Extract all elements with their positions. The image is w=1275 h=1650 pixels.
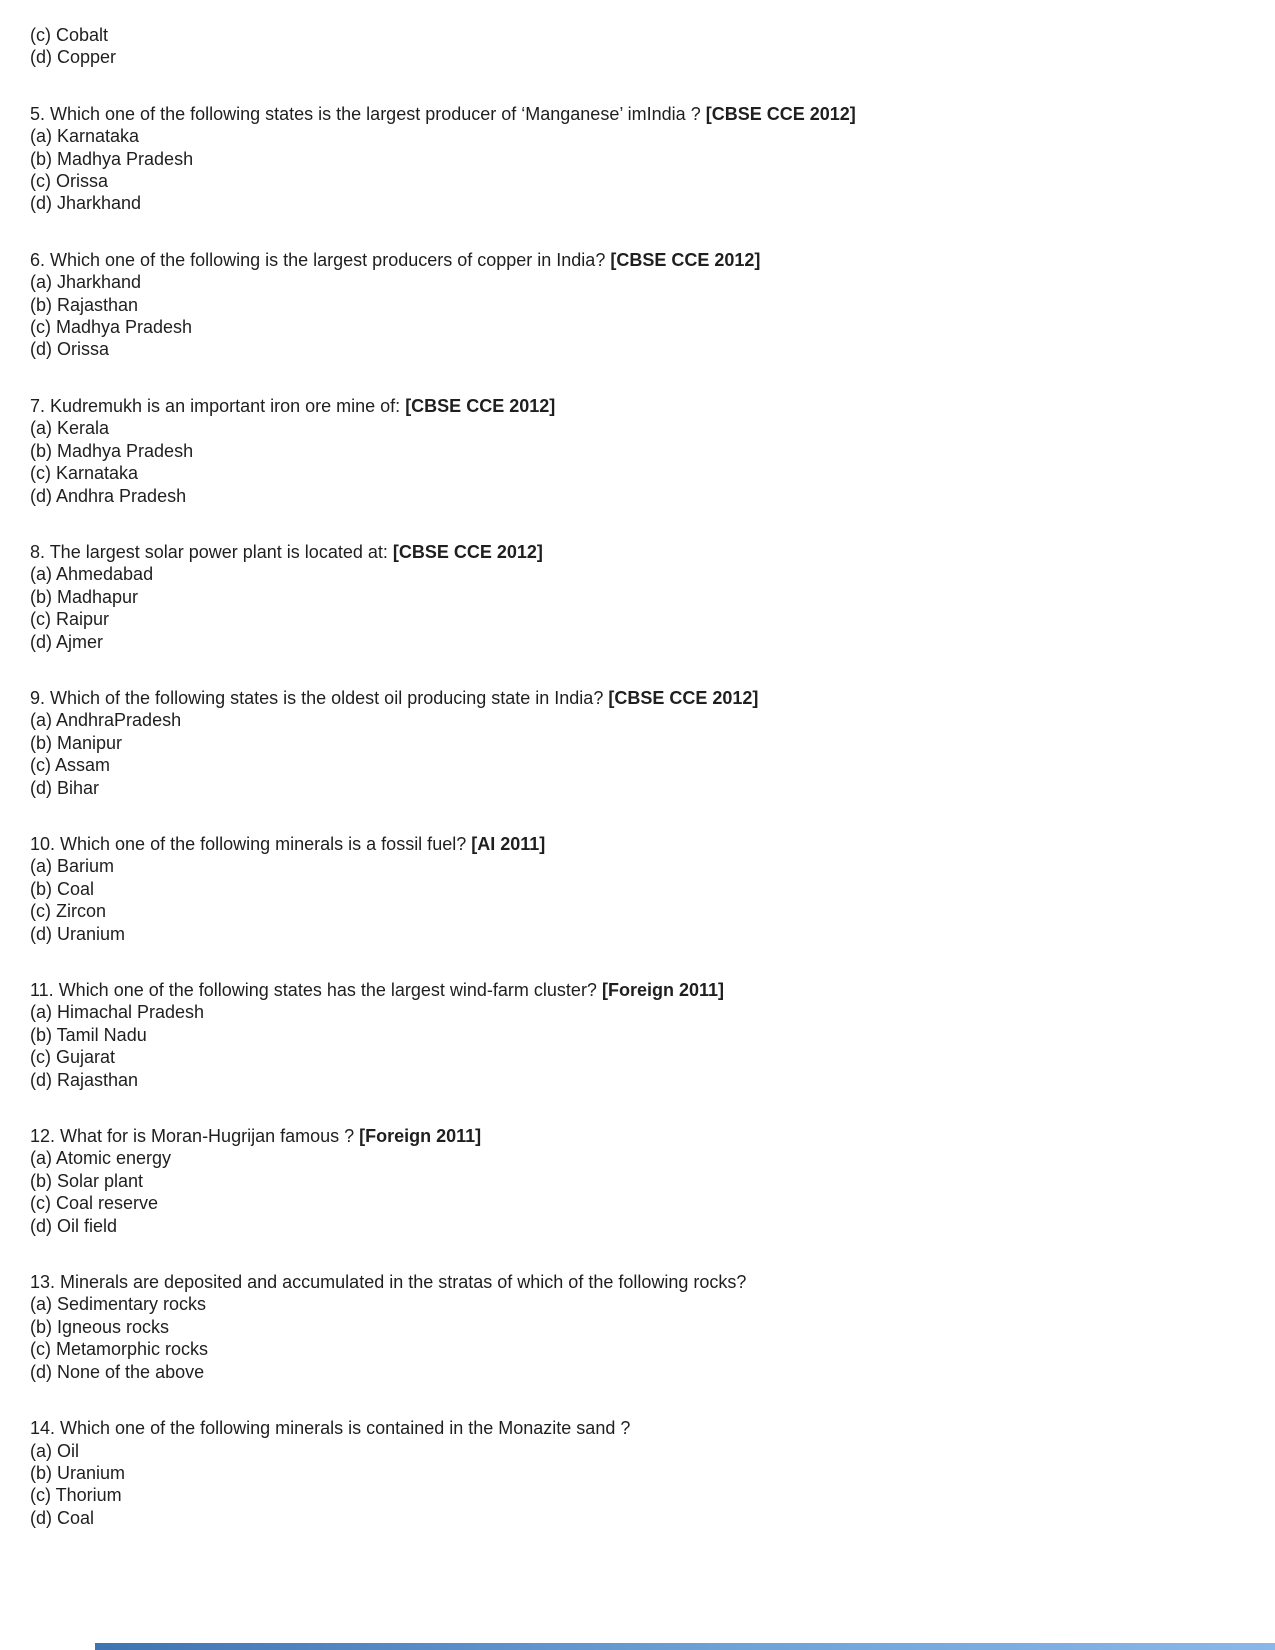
question-block-14: [30, 1417, 1255, 1529]
option: (a) Karnataka: [30, 126, 140, 147]
question-block-7: [30, 395, 1255, 507]
option: (b) Uranium: [30, 1462, 126, 1483]
option: (d) Copper: [30, 47, 117, 68]
question-block-10: [30, 833, 1255, 945]
question-text: [30, 1125, 1255, 1147]
option: (d) Jharkhand: [30, 193, 142, 214]
question-block-6: [30, 249, 1255, 361]
exam-tag: [CBSE CCE 2012]: [608, 687, 759, 708]
option: (c) Madhya Pradesh: [30, 317, 193, 338]
question-text: [30, 249, 1255, 271]
question-text: [30, 541, 1255, 563]
exam-tag: [CBSE CCE 2012]: [610, 249, 761, 270]
question-text: [30, 833, 1255, 855]
option: (d) None of the above: [30, 1361, 205, 1382]
option: (c) Thorium: [30, 1485, 122, 1506]
question-stem: 13. Minerals are deposited and accumulated in the stratas of which of the following rocks?: [30, 1272, 747, 1293]
option: (b) Tamil Nadu: [30, 1024, 147, 1045]
question-text: [30, 687, 1255, 709]
option: (d) Oil field: [30, 1215, 118, 1236]
question-block-9: [30, 687, 1255, 799]
question-stem: 12. What for is Moran-Hugrijan famous ?: [30, 1126, 360, 1147]
option: (c) Zircon: [30, 901, 106, 922]
question-stem: 7. Kudremukh is an important iron ore mine of:: [30, 395, 406, 416]
question-text: [30, 103, 1255, 125]
exam-tag: [CBSE CCE 2012]: [405, 395, 556, 416]
option: (d) Andhra Pradesh: [30, 485, 187, 506]
option: (c) Gujarat: [30, 1047, 116, 1068]
question-stem: 9. Which of the following states is the oldest oil producing state in India?: [30, 687, 609, 708]
option: (c) Assam: [30, 755, 111, 776]
question-text: [30, 1417, 1255, 1439]
option: (a) Sedimentary rocks: [30, 1294, 207, 1315]
option: (a) AndhraPradesh: [30, 710, 182, 731]
option: (a) Kerala: [30, 418, 110, 439]
question-stem: 8. The largest solar power plant is located at:: [30, 541, 393, 562]
option: (a) Ahmedabad: [30, 564, 154, 585]
option: (b) Manipur: [30, 732, 123, 753]
question-block-12: [30, 1125, 1255, 1237]
question-block-8: [30, 541, 1255, 653]
option: (b) Solar plant: [30, 1170, 144, 1191]
option: (a) Oil: [30, 1440, 79, 1461]
question-block-11: [30, 979, 1255, 1091]
question-text: [30, 979, 1255, 1001]
option: (d) Uranium: [30, 923, 126, 944]
exam-tag: [Foreign 2011]: [359, 1126, 482, 1147]
option: (c) Metamorphic rocks: [30, 1339, 209, 1360]
question-list: [30, 24, 1255, 1563]
option: (a) Atomic energy: [30, 1148, 172, 1169]
option: (b) Coal: [30, 878, 95, 899]
option: (b) Madhapur: [30, 586, 139, 607]
question-block-5: [30, 103, 1255, 215]
question-stem: 14. Which one of the following minerals is contained in the Monazite sand ?: [30, 1418, 631, 1439]
option: (c) Orissa: [30, 171, 108, 192]
question-text: [30, 395, 1255, 417]
question-text: [30, 1271, 1255, 1293]
option: (b) Madhya Pradesh: [30, 148, 194, 169]
option: (c) Karnataka: [30, 463, 139, 484]
option: (d) Ajmer: [30, 631, 104, 652]
option: (d) Bihar: [30, 777, 100, 798]
question-block-fragment: [30, 24, 1255, 69]
exam-tag: [Foreign 2011]: [601, 980, 724, 1000]
option: (d) Orissa: [30, 339, 110, 360]
option: (a) Jharkhand: [30, 272, 142, 293]
option: (a) Himachal Pradesh: [30, 1002, 205, 1023]
option: (d) Coal: [30, 1507, 95, 1528]
option: (b) Igneous rocks: [30, 1316, 170, 1337]
option: (a) Barium: [30, 856, 115, 877]
question-stem: 10. Which one of the following minerals is a fossil fuel?: [30, 833, 472, 854]
option: (c) Raipur: [30, 609, 110, 630]
exam-tag: [AI 2011]: [471, 833, 546, 854]
exam-tag: [CBSE CCE 2012]: [705, 103, 856, 124]
question-stem: 11. Which one of the following states has the largest wind-farm cluster?: [30, 980, 602, 1000]
option: (c) Cobalt: [30, 25, 109, 45]
question-block-13: [30, 1271, 1255, 1383]
option: (d) Rajasthan: [30, 1069, 139, 1090]
option: (c) Coal reserve: [30, 1193, 159, 1214]
option: (b) Rajasthan: [30, 294, 139, 315]
bottom-blue-bar: [95, 1643, 1275, 1650]
exam-tag: [CBSE CCE 2012]: [392, 541, 543, 562]
question-stem: 5. Which one of the following states is the largest producer of ‘Manganese’ imIndia ?: [30, 103, 706, 124]
question-stem: 6. Which one of the following is the largest producers of copper in India?: [30, 249, 611, 270]
option: (b) Madhya Pradesh: [30, 440, 194, 461]
